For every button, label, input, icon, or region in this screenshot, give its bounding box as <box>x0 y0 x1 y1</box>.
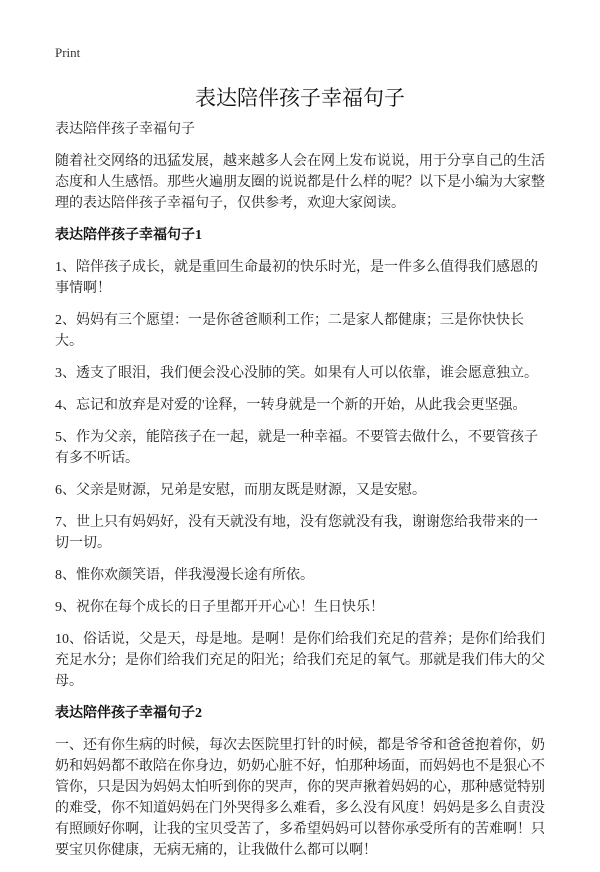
list-item: 6、父亲是财源，兄弟是安慰，而朋友既是财源，又是安慰。 <box>55 483 426 498</box>
list-item: 2、妈妈有三个愿望：一是你爸爸顺利工作；二是家人都健康；三是你快快长大。 <box>55 313 524 349</box>
list-item: 9、祝你在每个成长的日子里都开开心心！生日快乐！ <box>55 600 384 615</box>
section-heading: 表达陪伴孩子幸福句子1 <box>55 228 202 243</box>
page-title: 表达陪伴孩子幸福句子 <box>195 86 405 110</box>
section-heading: 表达陪伴孩子幸福句子2 <box>55 706 202 721</box>
list-item: 4、忘记和放弃是对爱的'诠释，一转身就是一个新的开始，从此我会更坚强。 <box>55 398 527 413</box>
list-item: 3、透支了眼泪，我们便会没心没肺的笑。如果有人可以依靠，谁会愿意独立。 <box>55 366 538 381</box>
list-item: 一、还有你生病的时候，每次去医院里打针的时候，都是爷爷和爸爸抱着你，奶奶和妈妈都不敢陪在你身边，奶奶心脏不好，怕那种场面，而妈妈也不是狠心不管你，只是因为妈妈太怕听到你的哭声，你的哭声揪着妈妈的心，那种感觉特别的难受，你不知道妈妈在门外哭得多么难看，多么没有风度！妈妈是多么自责没有照顾好你啊，让我的宝贝受苦了，多希望妈妈可以替你承受所有的苦难啊！只要宝贝你健康，无病无痛的，让我做什么都可以啊！ <box>55 738 545 858</box>
list-item: 10、俗话说，父是天，母是地。是啊！是你们给我们充足的营养；是你们给我们充足水分；是你们给我们充足的阳光；给我们充足的氧气。那就是我们伟大的父母。 <box>55 632 545 689</box>
article-body <box>55 119 547 872</box>
article-subtitle: 表达陪伴孩子幸福句子 <box>55 122 195 137</box>
list-item: 5、作为父亲，能陪孩子在一起，就是一种幸福。不要管去做什么，不要管孩子有多不听话。 <box>55 430 538 466</box>
list-item: 7、世上只有妈妈好，没有天就没有地，没有您就没有我，谢谢您给我带来的一切一切。 <box>55 515 538 551</box>
list-item: 8、惟你欢颜笑语，伴我漫漫长途有所依。 <box>55 568 314 583</box>
list-item: 1、陪伴孩子成长，就是重回生命最初的快乐时光，是一件多么值得我们感恩的事情啊！ <box>55 260 538 296</box>
intro-paragraph: 随着社交网络的迅猛发展，越来越多人会在网上发布说说，用于分享自己的生活态度和人生感悟。那些火遍朋友圈的说说都是什么样的呢？以下是小编为大家整理的表达陪伴孩子幸福句子，仅供参考，欢迎大家阅读。 <box>55 154 545 211</box>
print-link[interactable]: Print <box>55 45 81 60</box>
